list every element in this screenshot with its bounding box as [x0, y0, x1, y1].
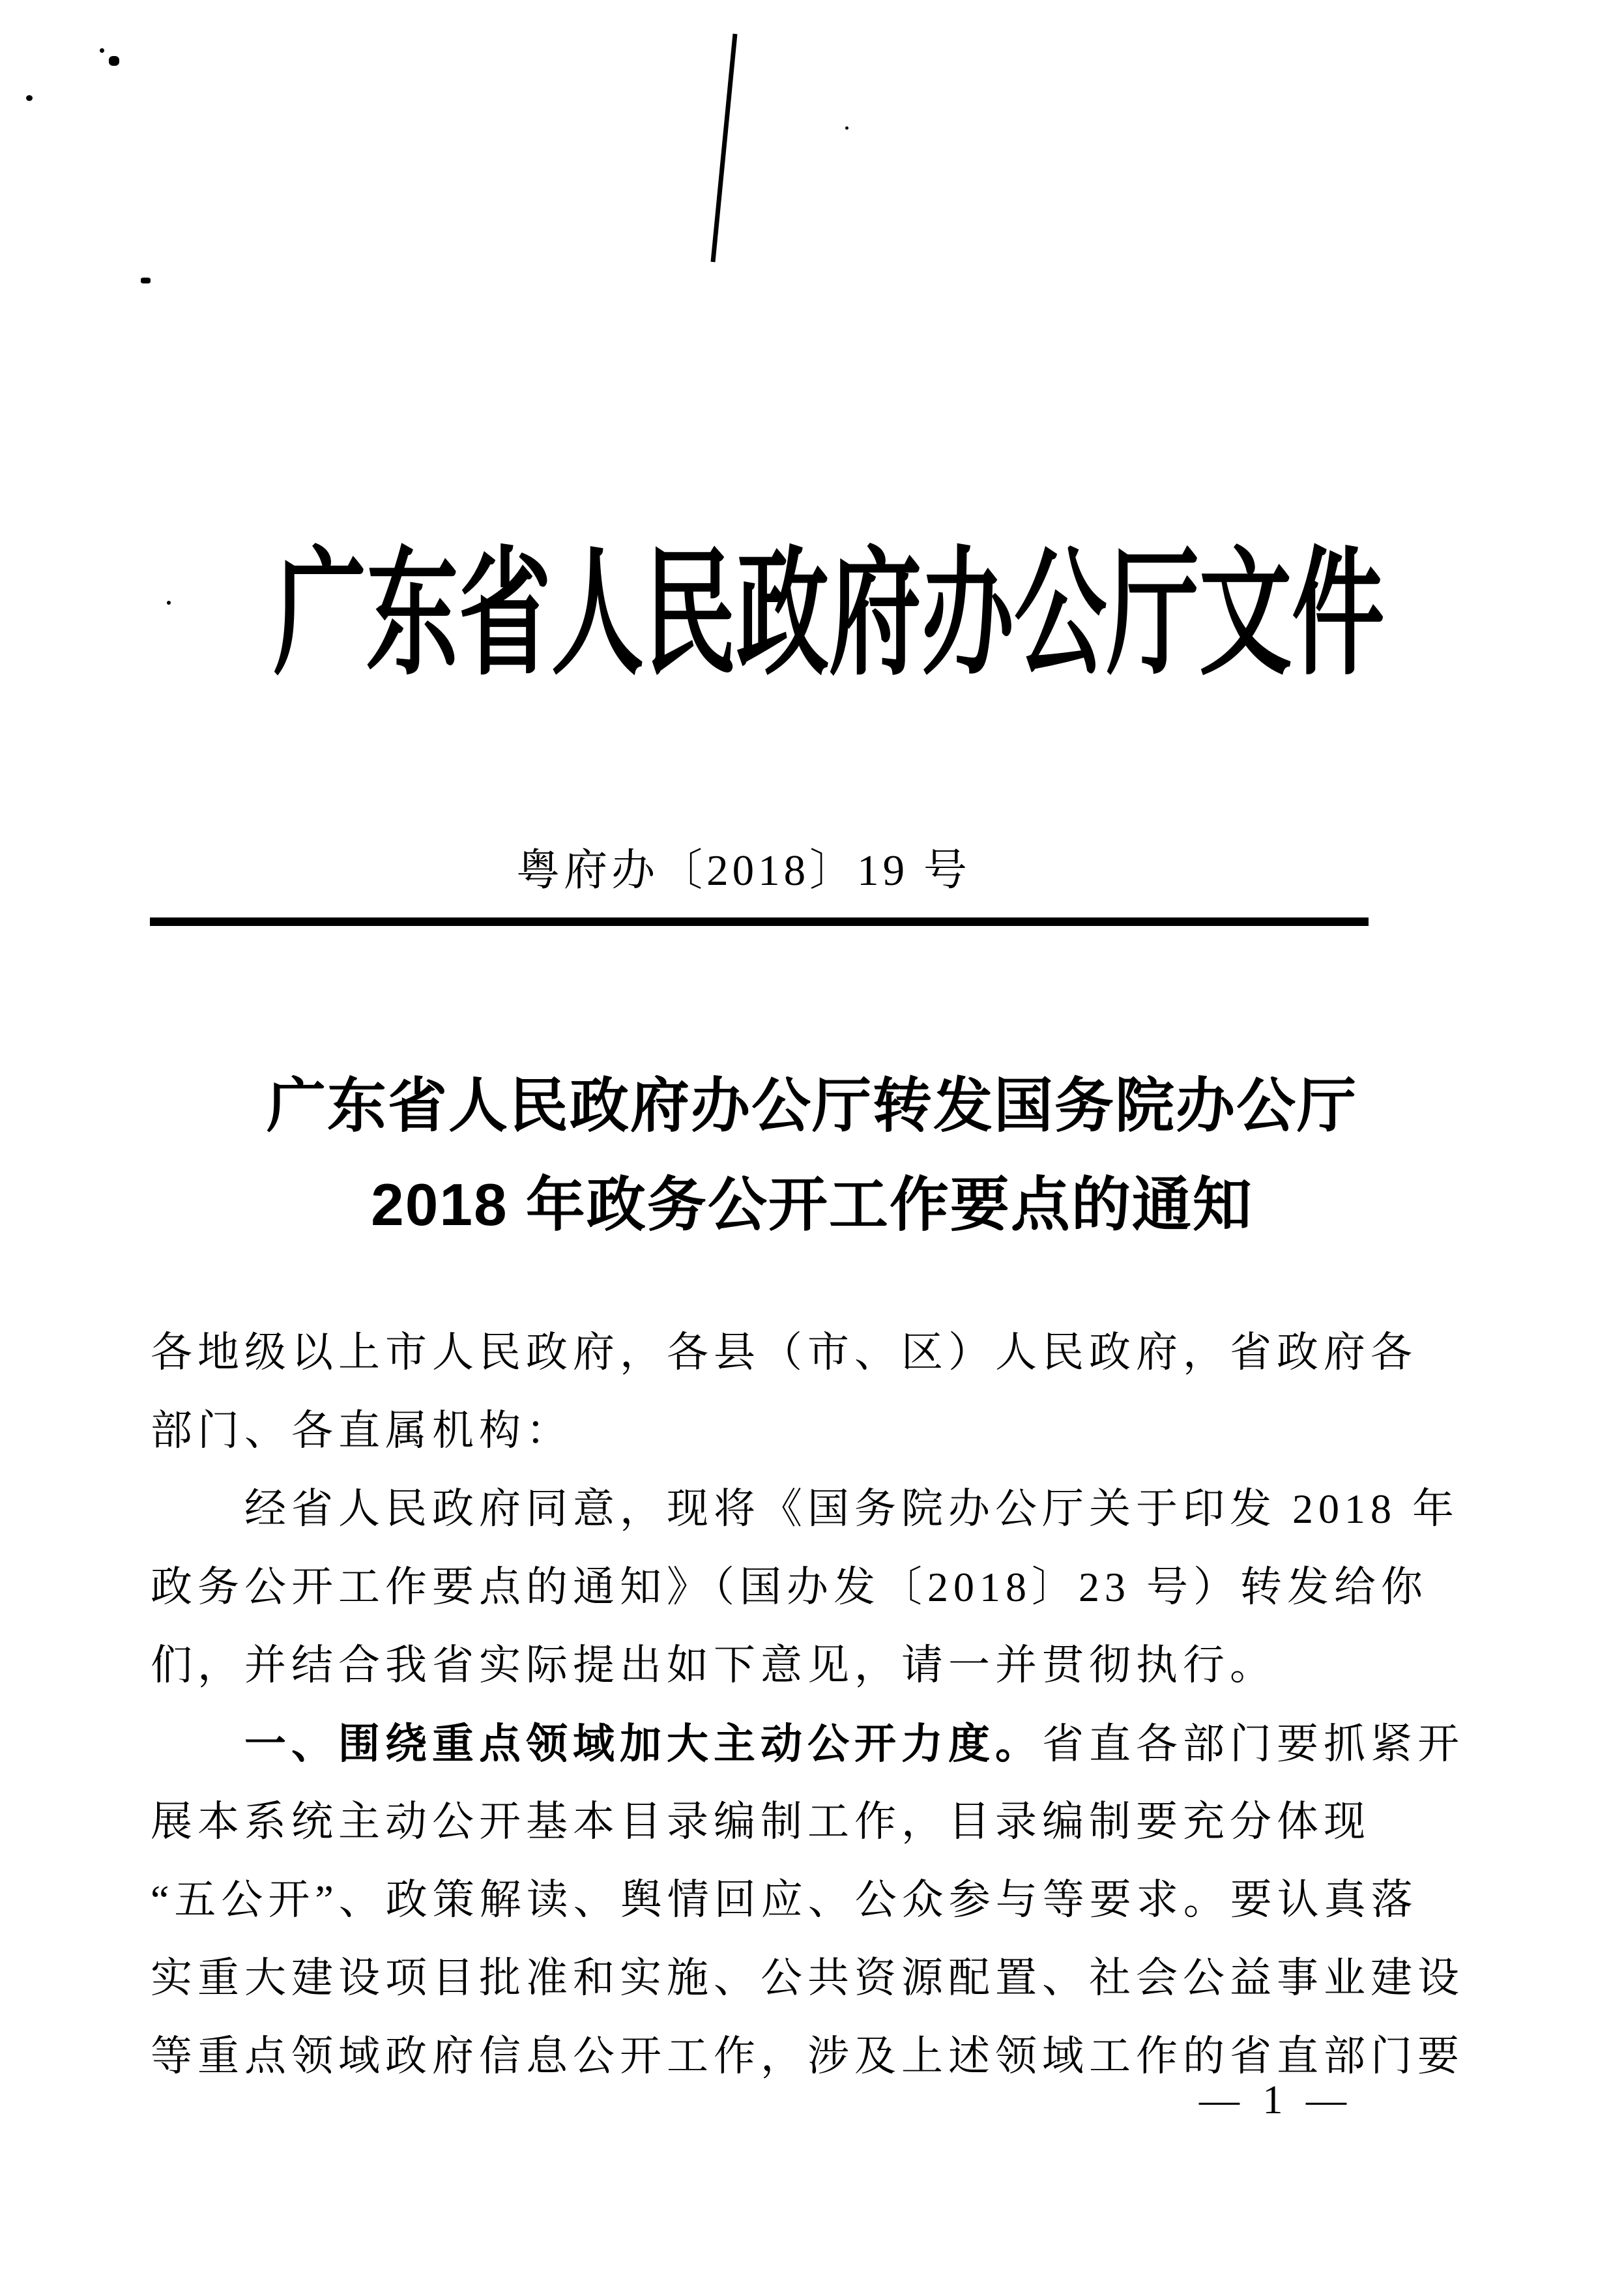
scan-speck — [141, 278, 151, 283]
body-line-9: 实重大建设项目批准和实施、公共资源配置、社会公益事业建设 — [151, 1955, 1464, 2001]
page-number: — 1 — — [1199, 2078, 1353, 2122]
body-line-5: 们，并结合我省实际提出如下意见，请一并贯彻执行。 — [151, 1642, 1277, 1688]
body-line-4: 政务公开工作要点的通知》（国办发〔2018〕23 号）转发给你 — [151, 1564, 1428, 1610]
section-one-bold-lead: 一、围绕重点领域加大主动公开力度。 — [244, 1720, 1042, 1767]
scan-speck — [845, 126, 848, 130]
scan-speck — [100, 48, 104, 53]
body-line-1: 各地级以上市人民政府，各县（市、区）人民政府，省政府各 — [151, 1329, 1417, 1376]
scan-speck — [26, 95, 33, 101]
body-line-6-rest: 省直各部门要抓紧开 — [1042, 1721, 1464, 1767]
masthead-title-text: 广东省人民政府办公厅文件 — [273, 538, 1385, 691]
notice-heading-line2: 2018 年政务公开工作要点的通知 — [371, 1172, 1253, 1238]
notice-heading-line1: 广东省人民政府办公厅转发国务院办公厅 — [266, 1073, 1357, 1139]
pen-fold-mark-line — [697, 26, 749, 274]
masthead-title — [0, 538, 1624, 691]
body-line-7: 展本系统主动公开基本目录编制工作，目录编制要充分体现 — [151, 1798, 1370, 1845]
scan-speck — [109, 56, 119, 66]
body-line-3: 经省人民政府同意，现将《国务院办公厅关于印发 2018 年 — [244, 1486, 1459, 1532]
body-line-6 — [151, 1712, 1519, 1791]
document-number: 粤府办〔2018〕19 号 — [516, 846, 971, 895]
body-line-8: “五公开”、政策解读、舆情回应、公众参与等要求。要认真落 — [151, 1877, 1418, 1923]
body-line-10: 等重点领域政府信息公开工作，涉及上述领域工作的省直部门要 — [151, 2033, 1464, 2079]
masthead-divider-rule — [150, 917, 1369, 926]
body-line-2: 部门、各直属机构： — [151, 1408, 573, 1454]
